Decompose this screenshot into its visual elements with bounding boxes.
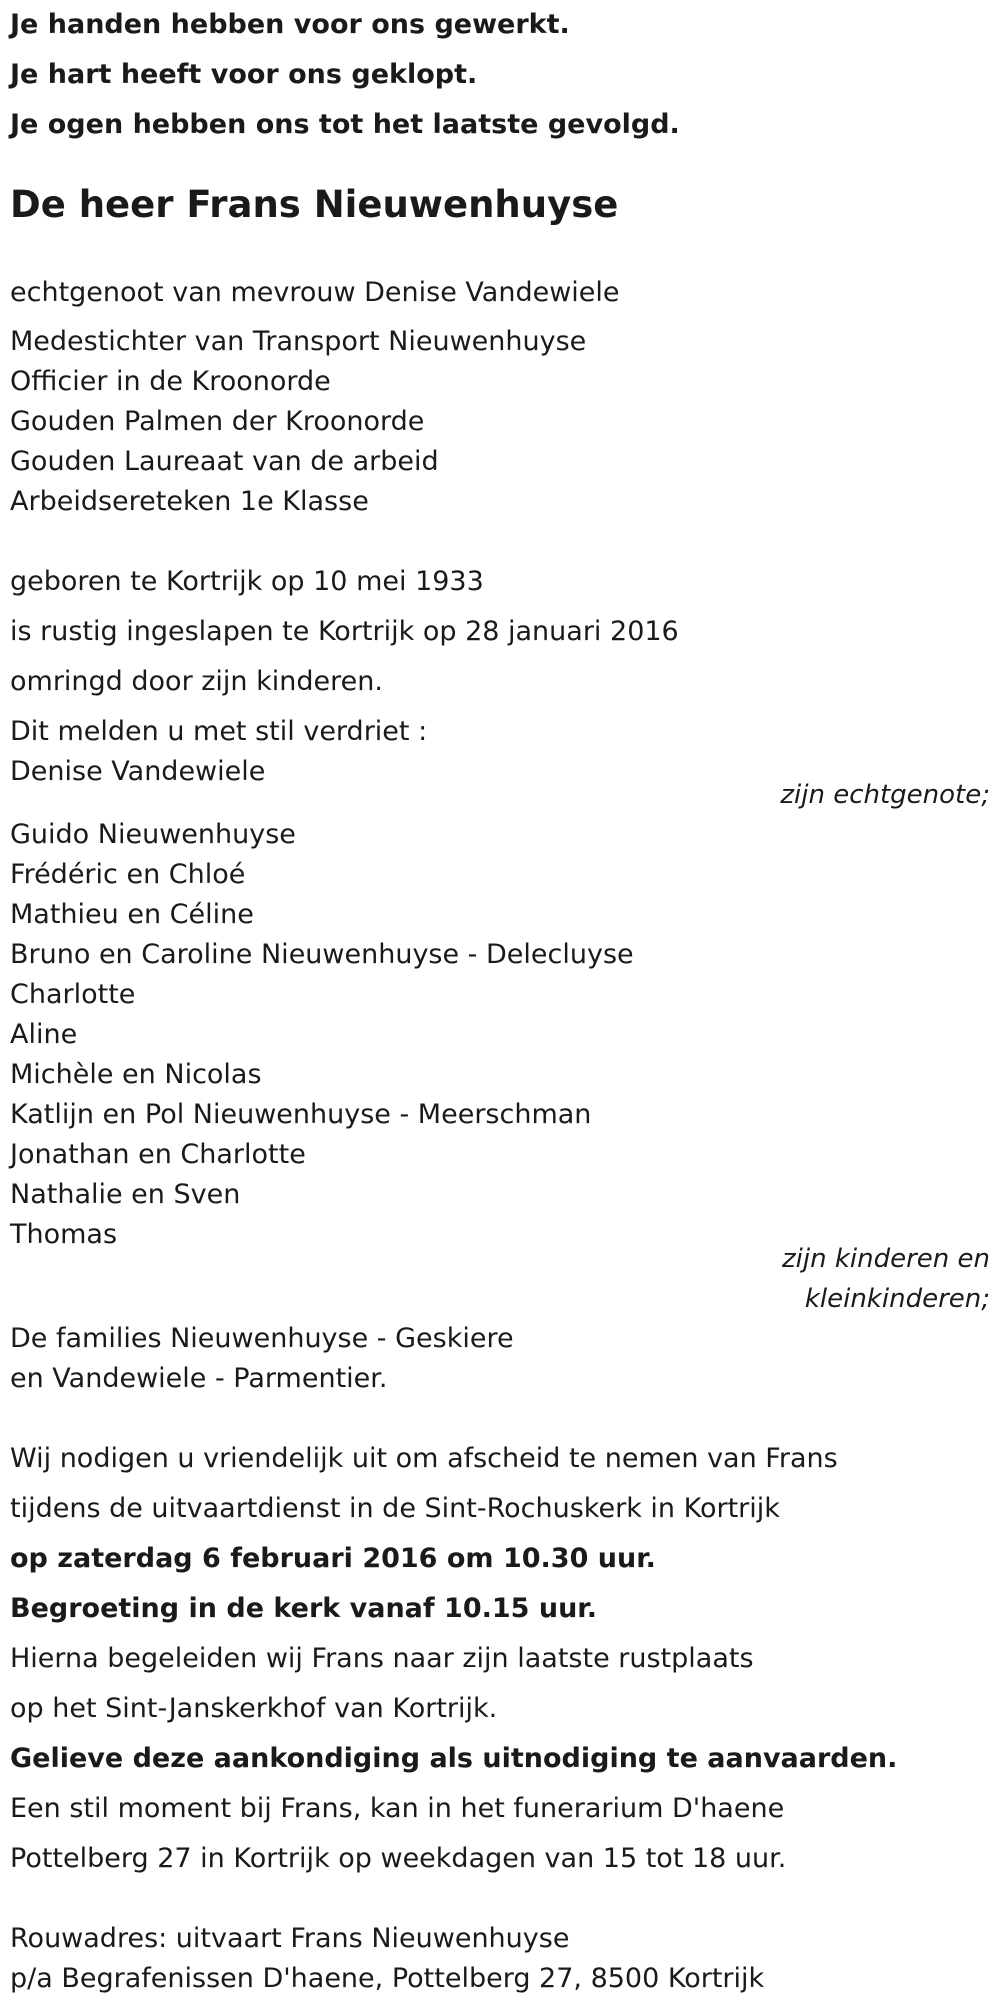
invitation-line: Een stil moment bij Frans, kan in het funerarium D'haene (10, 1793, 785, 1824)
child-line: Aline (10, 1019, 78, 1050)
poem-line-2: Je hart heeft voor ons geklopt. (10, 59, 478, 90)
child-line: Michèle en Nicolas (10, 1059, 262, 1090)
poem-line-1: Je handen hebben voor ons gewerkt. (10, 9, 570, 40)
invitation-line: Pottelberg 27 in Kortrijk op weekdagen van 15 tot 18 uur. (10, 1843, 787, 1874)
service-date: op zaterdag 6 februari 2016 om 10.30 uur. (10, 1543, 656, 1574)
poem-line-3: Je ogen hebben ons tot het laatste gevolgd. (10, 109, 680, 140)
child-line: Thomas (10, 1219, 118, 1250)
birth-line: geboren te Kortrijk op 10 mei 1933 (10, 566, 484, 597)
child-line: Jonathan en Charlotte (10, 1139, 306, 1170)
child-line: Nathalie en Sven (10, 1179, 241, 1210)
announce-line: Dit melden u met stil verdriet : (10, 716, 428, 747)
children-role: kleinkinderen; (804, 1284, 990, 1314)
deceased-name: De heer Frans Nieuwenhuyse (10, 183, 619, 226)
spouse-role: zijn echtgenote; (780, 780, 990, 810)
children-role: zijn kinderen en (782, 1244, 990, 1274)
invitation-line: op het Sint-Janskerkhof van Kortrijk. (10, 1693, 498, 1724)
address-line: p/a Begrafenissen D'haene, Pottelberg 27, 8500 Kortrijk (10, 1963, 765, 1994)
greeting-time: Begroeting in de kerk vanaf 10.15 uur. (10, 1593, 598, 1624)
death-line: is rustig ingeslapen te Kortrijk op 28 januari 2016 (10, 616, 679, 647)
families-line: en Vandewiele - Parmentier. (10, 1363, 388, 1394)
title-line: Gouden Laureaat van de arbeid (10, 446, 439, 477)
child-line: Katlijn en Pol Nieuwenhuyse - Meerschman (10, 1099, 592, 1130)
invitation-line: Wij nodigen u vriendelijk uit om afscheid te nemen van Frans (10, 1443, 838, 1474)
title-line: Arbeidsereteken 1e Klasse (10, 486, 369, 517)
families-line: De families Nieuwenhuyse - Geskiere (10, 1323, 514, 1354)
child-line: Charlotte (10, 979, 136, 1010)
invitation-line: tijdens de uitvaartdienst in de Sint-Rochuskerk in Kortrijk (10, 1493, 780, 1524)
child-line: Mathieu en Céline (10, 899, 254, 930)
address-line: Rouwadres: uitvaart Frans Nieuwenhuyse (10, 1923, 570, 1954)
spouse-name: Denise Vandewiele (10, 756, 266, 787)
title-line: Gouden Palmen der Kroonorde (10, 406, 425, 437)
child-line: Bruno en Caroline Nieuwenhuyse - Delecluyse (10, 939, 634, 970)
invitation-notice: Gelieve deze aankondiging als uitnodiging te aanvaarden. (10, 1743, 898, 1774)
child-line: Guido Nieuwenhuyse (10, 819, 296, 850)
title-line: Officier in de Kroonorde (10, 366, 331, 397)
title-line: Medestichter van Transport Nieuwenhuyse (10, 326, 587, 357)
spouse-line: echtgenoot van mevrouw Denise Vandewiele (10, 277, 620, 308)
surrounded-line: omringd door zijn kinderen. (10, 666, 383, 697)
invitation-line: Hierna begeleiden wij Frans naar zijn laatste rustplaats (10, 1643, 754, 1674)
child-line: Frédéric en Chloé (10, 859, 246, 890)
